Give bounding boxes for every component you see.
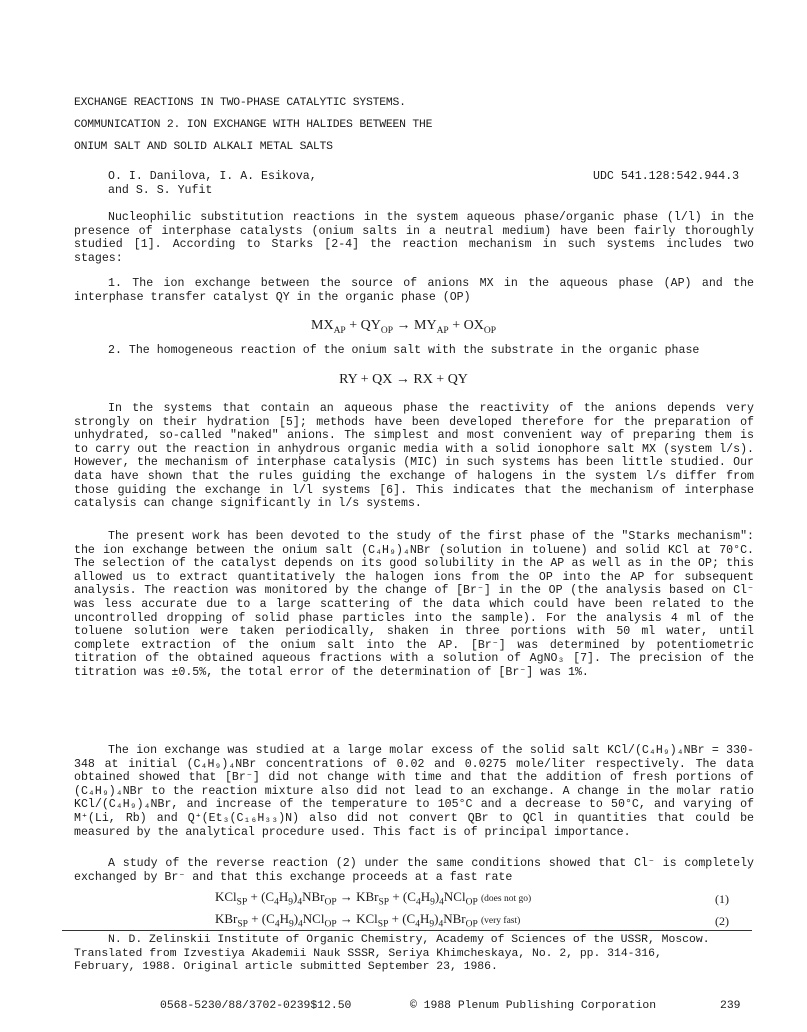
paragraph-6: The ion exchange was studied at a large molar excess of the solid salt KCl/(C₄H₉)₄NBr = 330-348 at initial (C₄H₉)₄NBr concentrations of 0.02 and 0.0275 mole/liter respectively. The data obtained showed that [Br⁻] did not change with time and that the addition of fresh portions of (C₄H₉)₄NBr to the reaction mixture also did not lead to an exchange. A change in the molar ratio KCl/(C₄H₉)₄NBr, and increase of the temperature to 105°C and a decrease to 50°C, and varying of M⁺(Li, Rb) and Q⁺(Et₃(C₁₆H₃₃)N) also did not convert QBr to QCl in quantities that could be measured by the analytical procedure used. This fact is of principal importance. — [74, 744, 754, 839]
equation-2-note: (very fast) — [481, 916, 521, 926]
footnote-line-3: February, 1988. Original article submitted September 23, 1986. — [74, 961, 498, 974]
equation-1: $KCl_{SP} + (C_4H_9)_4NBr_{OP} \to KBr_{SP} + (C_4H_9)_4NCl_{OP}$ (does not go) — [215, 889, 532, 908]
paragraph-7: A study of the reverse reaction (2) under the same conditions showed that Cl⁻ is completely exchanged by Br⁻ and that this exchange proceeds at a fast rate — [74, 857, 754, 884]
equation-2-number: (2) — [715, 914, 729, 928]
udc-code: UDC 541.128:542.944.3 — [593, 170, 740, 183]
footnote — [74, 934, 764, 975]
title-line-2: COMMUNICATION 2. ION EXCHANGE WITH HALIDES BETWEEN THE — [74, 119, 433, 131]
equation-substitution: RY + QX → RX + QY — [339, 372, 468, 387]
paragraph-5: The present work has been devoted to the study of the first phase of the "Starks mechanism": the ion exchange between the onium salt (C₄H₉)₄NBr (solution in toluene) and solid KCl at 70°C. The selection of the catalyst depends on its good solubility in the AP as well as in the OP; this allowed us to extract quantitatively the halogen ions from the OP into the AP for subsequent analysis. The reaction was monitored by the change of [Br⁻] in the OP (the analysis based on Cl⁻ was less accurate due to a large scattering of the data which could have been related to the uncontrolled dropping of solid phase particles into the sample). For the analysis 4 ml of the toluene solution were taken periodically, shaken in three portions with 50 ml water, until complete extraction of the onium salt into the AP. [Br⁻] was determined by potentiometric titration of the obtained aqueous fractions with a solution of AgNO₃ [7]. The precision of the titration was ±0.5%, the total error of the determination of [Br⁻] was 1%. — [74, 530, 754, 679]
article-title — [74, 92, 634, 158]
authors-line-1: O. I. Danilova, I. A. Esikova, — [108, 170, 317, 183]
paragraph-4: In the systems that contain an aqueous phase the reactivity of the anions depends very strongly on their hydration [5]; methods have been developed therefore for the preparation of unhydrated, so-called "naked" anions. The simplest and most convenient way of preparing them is to carry out the reaction in anhydrous organic media with a solid ionophore salt MX (system l/s). However, the mechanism of interphase catalysis (MIC) in such systems has been little studied. Our data have shown that the rules guiding the exchange of halogens in the system l/s differ from those guiding the exchange in l/l systems [6]. This indicates that the mechanism of interphase catalysis can change significantly in l/s systems. — [74, 402, 754, 511]
title-line-3: ONIUM SALT AND SOLID ALKALI METAL SALTS — [74, 141, 333, 153]
equation-1-note: (does not go) — [481, 894, 532, 904]
equation-2: $KBr_{SP} + (C_4H_9)_4NCl_{OP} \to KCl_{SP} + (C_4H_9)_4NBr_{OP}$ (very fast) — [215, 911, 521, 930]
footnote-line-2: Translated from Izvestiya Akademii Nauk SSSR, Seriya Khimcheskaya, No. 2, pp. 314-316, — [74, 947, 662, 960]
equation-1-number: (1) — [715, 892, 729, 906]
page-number: 239 — [720, 1000, 741, 1012]
article-code: 0568-5230/88/3702-0239$12.50 — [160, 1000, 352, 1012]
footnote-line-1: N. D. Zelinskii Institute of Organic Chemistry, Academy of Sciences of the USSR, Moscow. — [108, 934, 710, 946]
paragraph-1: Nucleophilic substitution reactions in the system aqueous phase/organic phase (l/l) in the presence of interphase catalysts (onium salts in a neutral medium) have been fairly thoroughly studied [1]. According to Starks [2-4] the reaction mechanism in such systems includes two stages: — [74, 211, 754, 265]
title-line-1: EXCHANGE REACTIONS IN TWO-PHASE CATALYTIC SYSTEMS. — [74, 97, 406, 109]
authors — [108, 170, 317, 197]
equation-ion-exchange: $MX_{AP} + QY_{OP} \to MY_{AP} + OX_{OP}$ — [311, 318, 496, 336]
paragraph-3: 2. The homogeneous reaction of the onium salt with the substrate in the organic phase — [108, 344, 700, 357]
footnote-divider — [62, 930, 752, 931]
copyright: © 1988 Plenum Publishing Corporation — [410, 1000, 657, 1012]
paragraph-2: 1. The ion exchange between the source of anions MX in the aqueous phase (AP) and the interphase transfer catalyst QY in the organic phase (OP) — [74, 277, 754, 304]
authors-line-2: and S. S. Yufit — [108, 183, 213, 197]
